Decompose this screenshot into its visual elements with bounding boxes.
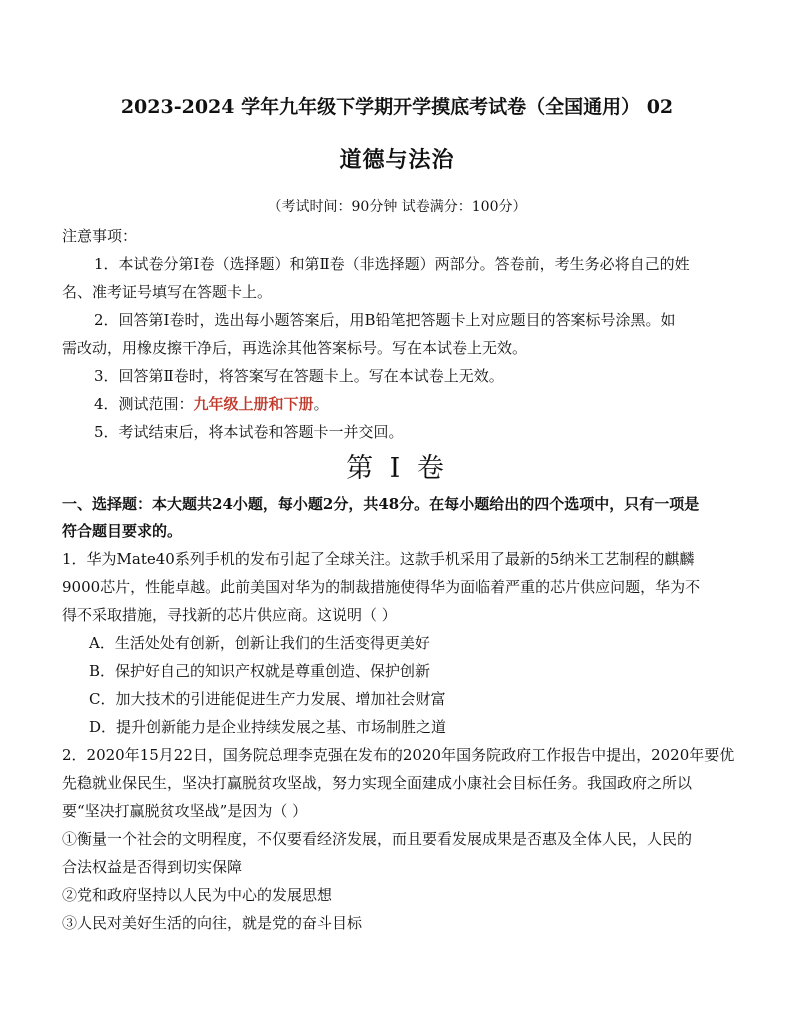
test-scope-highlight: 九年级上册和下册 xyxy=(193,395,314,413)
q2-stem-line-3: 要“坚决打赢脱贫攻坚战”是因为（ ） xyxy=(62,802,308,820)
note-item-3: 3．回答第Ⅱ卷时，将答案写在答题卡上。写在本试卷上无效。 xyxy=(94,367,504,385)
note-item-4-prefix: 4．测试范围： xyxy=(94,395,194,413)
q1-stem-line-2: 9000芯片，性能卓越。此前美国对华为的制裁措施使得华为面临着严重的芯片供应问题，华为不 xyxy=(62,578,701,596)
q1-stem-line-3: 得不采取措施，寻找新的芯片供应商。这说明（ ） xyxy=(62,606,397,624)
exam-info: （考试时间：90分钟 试卷满分：100分） xyxy=(267,199,527,215)
note-item-2-line-1: 2．回答第Ⅰ卷时，选出每小题答案后，用B铅笔把答题卡上对应题目的答案标号涂黑。如 xyxy=(94,311,676,329)
q1-option-a: A．生活处处有创新，创新让我们的生活变得更美好 xyxy=(89,634,430,652)
note-item-4 xyxy=(94,394,329,414)
subject-title: 道德与法治 xyxy=(339,147,455,173)
note-item-2-line-2: 需改动，用橡皮擦干净后，再选涂其他答案标号。写在本试卷上无效。 xyxy=(62,339,528,357)
section-1-heading-line-1: 一、选择题：本大题共24小题，每小题2分，共48分。在每小题给出的四个选项中，只有一项是 xyxy=(62,495,700,513)
note-item-5: 5．考试结束后，将本试卷和答题卡一并交回。 xyxy=(94,423,404,441)
note-item-1-line-2: 名、准考证号填写在答题卡上。 xyxy=(62,283,273,301)
q2-statement-3: ③人民对美好生活的向往，就是党的奋斗目标 xyxy=(62,914,363,932)
q2-statement-1-line-1: ①衡量一个社会的文明程度，不仅要看经济发展，而且要看发展成果是否惠及全体人民，人民的 xyxy=(62,830,693,848)
q2-statement-2: ②党和政府坚持以人民为中心的发展思想 xyxy=(62,886,333,904)
note-item-4-suffix: 。 xyxy=(313,395,329,413)
q1-option-c: C．加大技术的引进能促进生产力发展、增加社会财富 xyxy=(89,690,446,708)
q2-stem-line-2: 先稳就业保民生，坚决打赢脱贫攻坚战，努力实现全面建成小康社会目标任务。我国政府之所以 xyxy=(62,774,693,792)
notes-heading: 注意事项： xyxy=(62,227,138,245)
exam-title: 2023-2024 学年九年级下学期开学摸底考试卷（全国通用） 02 xyxy=(120,96,674,118)
q1-stem-line-1: 1．华为Mate40系列手机的发布引起了全球关注。这款手机采用了最新的5纳米工艺制程的麒麟 xyxy=(62,550,695,568)
q2-stem-line-1: 2．2020年15月22日，国务院总理李克强在发布的2020年国务院政府工作报告中提出，2020年要优 xyxy=(62,746,735,764)
volume-title: 第 I 卷 xyxy=(346,453,448,484)
q2-statement-1-line-2: 合法权益是否得到切实保障 xyxy=(62,858,243,876)
q1-option-b: B．保护好自己的知识产权就是尊重创造、保护创新 xyxy=(89,662,431,680)
q1-option-d: D．提升创新能力是企业持续发展之基、市场制胜之道 xyxy=(89,718,447,736)
note-item-1-line-1: 1．本试卷分第Ⅰ卷（选择题）和第Ⅱ卷（非选择题）两部分。答卷前，考生务必将自己的姓 xyxy=(94,255,690,273)
section-1-heading-line-2: 符合题目要求的。 xyxy=(62,522,183,540)
